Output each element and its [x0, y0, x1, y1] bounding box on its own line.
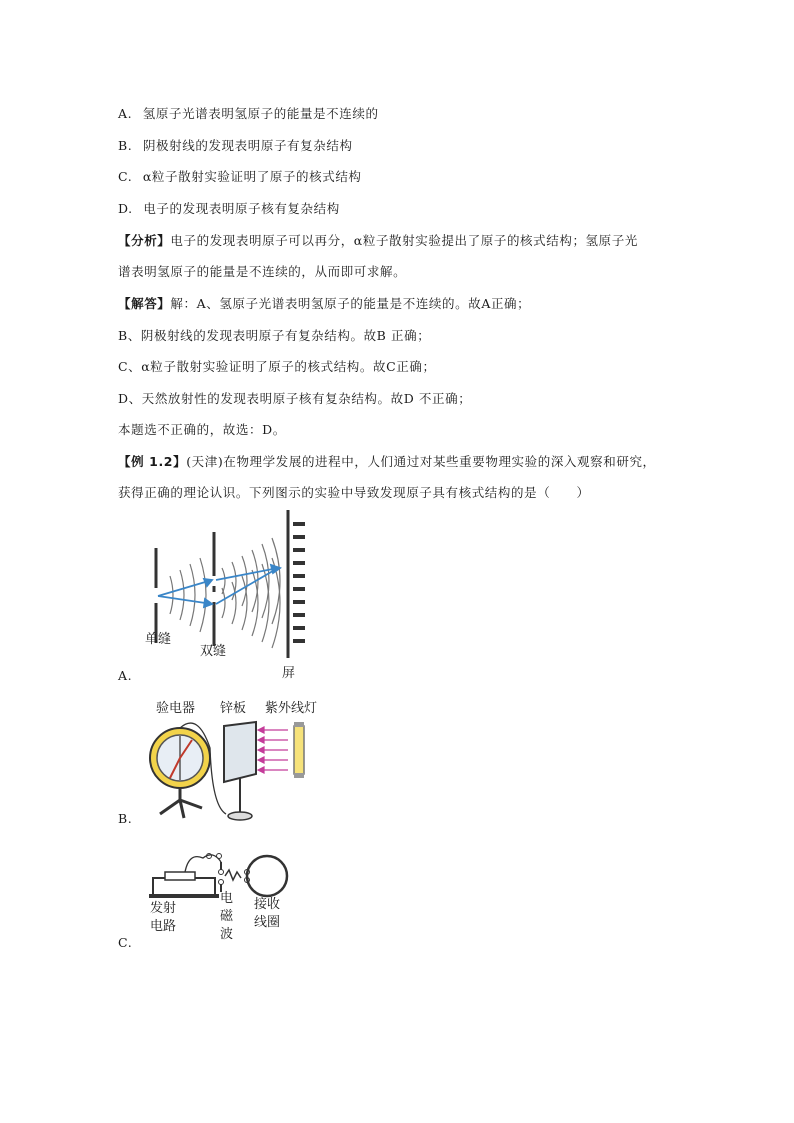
zinc-plate-label: 锌板 — [220, 701, 247, 716]
single-slit-label: 单缝 — [145, 632, 172, 647]
solution-text-5: 本题选不正确的，故选：D。 — [118, 422, 286, 437]
solution-text-1: 解：A、氢原子光谱表明氢原子的能量是不连续的。故A正确； — [170, 296, 531, 311]
electroscope-label: 验电器 — [156, 701, 196, 716]
emitter-label-1: 发射 — [150, 901, 177, 916]
uv-lamp-tube — [294, 726, 304, 774]
wave-label — [220, 890, 233, 944]
receiver-loop — [247, 856, 287, 896]
option-d-letter: D. — [118, 201, 133, 216]
fringe-marks — [293, 522, 305, 643]
double-slit-diagram — [130, 508, 330, 678]
example-line-1 — [118, 452, 656, 470]
option-a-text: 氢原子光谱表明氢原子的能量是不连续的 — [142, 106, 379, 121]
solution-text-3: C、α粒子散射实验证明了原子的核式结构。故C正确； — [118, 359, 436, 374]
figure-a-letter: A. — [118, 668, 133, 683]
screen-label: 屏 — [282, 666, 296, 681]
solution-line-2 — [118, 326, 430, 344]
figure-c-letter: C. — [118, 935, 133, 950]
option-b-letter: B. — [118, 138, 133, 153]
option-a-letter: A. — [118, 106, 133, 121]
option-b — [118, 136, 353, 154]
example-text-1: (天津)在物理学发展的进程中，人们通过对某些重要物理实验的深入观察和研究， — [186, 454, 656, 469]
emitter-label-2: 电路 — [150, 919, 177, 934]
wave-label-1: 电 — [220, 891, 234, 906]
option-c-letter: C. — [118, 169, 133, 184]
solution-line-3 — [118, 357, 436, 375]
wave-label-2: 磁 — [220, 909, 234, 924]
example-text-2: 获得正确的理论认识。下列图示的实验中导致发现原子具有核式结构的是（ ） — [118, 485, 590, 500]
option-d — [118, 199, 340, 217]
analysis-text-1: 电子的发现表明原子可以再分，α粒子散射实验提出了原子的核式结构；氢原子光 — [170, 233, 638, 248]
option-c — [118, 167, 362, 185]
solution-tag: 【解答】 — [118, 296, 171, 311]
option-b-text: 阴极射线的发现表明原子有复杂结构 — [142, 138, 353, 153]
option-d-text: 电子的发现表明原子核有复杂结构 — [143, 201, 340, 216]
figure-b-letter: B. — [118, 811, 133, 826]
solution-text-2: B、阴极射线的发现表明原子有复杂结构。故B 正确； — [118, 328, 431, 343]
wave-label-3: 波 — [220, 927, 234, 942]
analysis-text-2: 谱表明氢原子的能量是不连续的，从而即可求解。 — [118, 264, 407, 279]
uv-lamp-label: 紫外线灯 — [265, 701, 318, 716]
analysis-line-2 — [118, 262, 406, 280]
receiver-label-2: 线圈 — [254, 915, 281, 930]
light-arrows — [158, 565, 280, 607]
example-line-2 — [118, 483, 590, 501]
option-c-text: α粒子散射实验证明了原子的核式结构 — [142, 169, 362, 184]
receiver-label-1: 接收 — [254, 897, 281, 912]
emitter-label — [150, 900, 176, 936]
solution-line-1 — [118, 294, 530, 312]
option-a — [118, 104, 379, 122]
zinc-plate-shape — [224, 722, 256, 782]
analysis-line-1 — [118, 231, 638, 249]
example-tag: 【例 1.2】 — [118, 454, 187, 469]
solution-text-4: D、天然放射性的发现表明原子核有复杂结构。故D 不正确； — [118, 391, 472, 406]
wave-zigzag — [225, 870, 241, 880]
photoelectric-diagram — [140, 718, 340, 823]
receiver-label — [254, 896, 280, 932]
uv-light-arrows — [258, 727, 288, 773]
wave-fronts — [170, 538, 280, 648]
solution-line-4 — [118, 389, 471, 407]
analysis-tag: 【分析】 — [118, 233, 171, 248]
double-slit-label: 双缝 — [200, 644, 227, 659]
solution-line-5 — [118, 420, 286, 438]
